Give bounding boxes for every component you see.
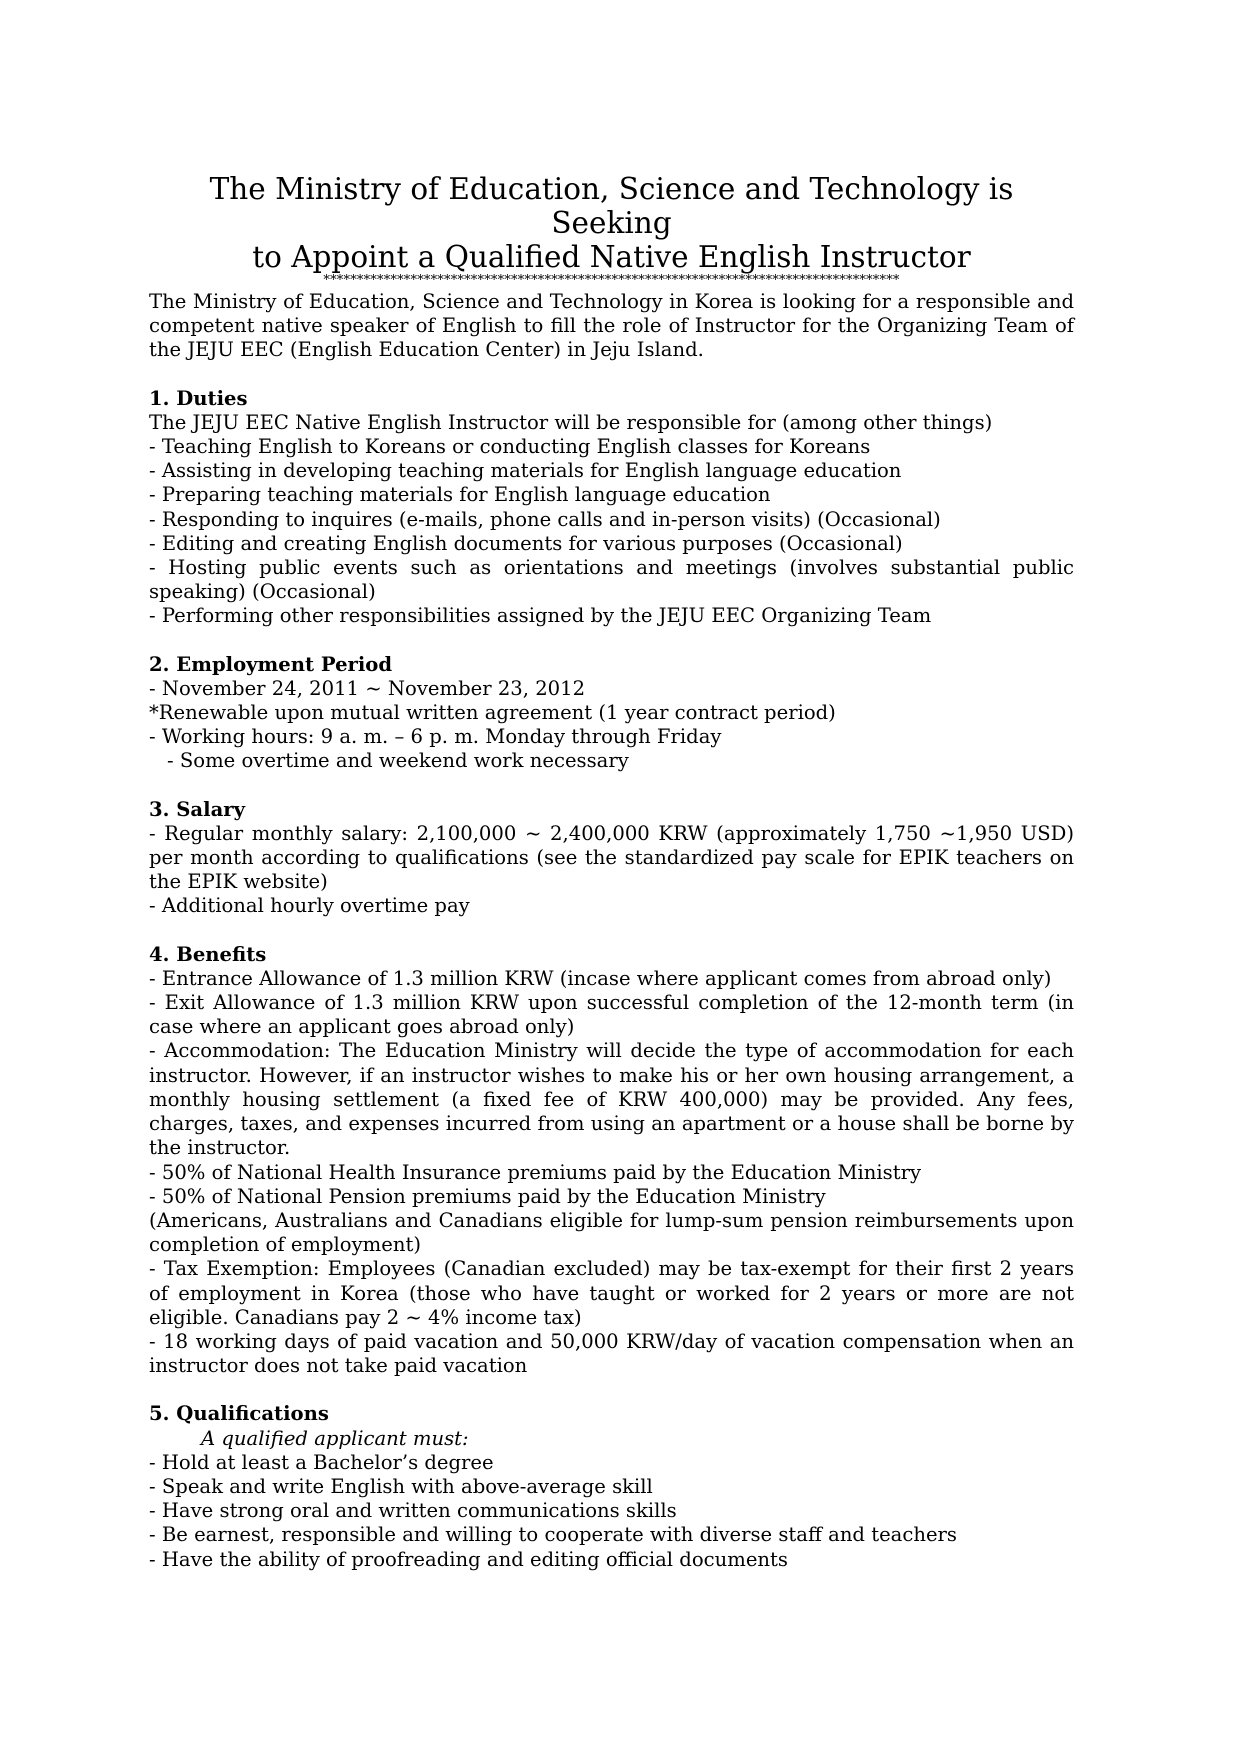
list-item: - Additional hourly overtime pay	[149, 894, 470, 918]
list-item: - Entrance Allowance of 1.3 million KRW (incase where applicant comes from abroad only)	[149, 966, 1052, 990]
section-heading: 5. Qualifications	[149, 1402, 329, 1426]
list-item: - Have strong oral and written communications skills	[149, 1499, 677, 1523]
section-salary	[149, 798, 1074, 919]
section-heading: 3. Salary	[149, 797, 245, 821]
list-item: - Exit Allowance of 1.3 million KRW upon successful completion of the 12-month term (in case where an applicant goes abroad only)	[149, 991, 1074, 1039]
list-item: - November 24, 2011 ~ November 23, 2012	[149, 676, 586, 700]
list-item: (Americans, Australians and Canadians eligible for lump-sum pension reimbursements upon completion of employment)	[149, 1208, 1074, 1257]
list-item: - Tax Exemption: Employees (Canadian excluded) may be tax-exempt for their first 2 years of employment in Korea (those who have taught or worked for 2 years or more are not eligible. Canadians pay 2 ~ 4% income tax)	[149, 1257, 1074, 1329]
list-item: - 50% of National Pension premiums paid by the Education Ministry	[149, 1184, 826, 1208]
list-item: - Performing other responsibilities assigned by the JEJU EEC Organizing Team	[149, 604, 932, 628]
list-item: - Teaching English to Koreans or conducting English classes for Koreans	[149, 435, 871, 459]
title-line-2: to Appoint a Qualified Native English Instructor	[252, 240, 971, 274]
list-item: - Responding to inquires (e-mails, phone calls and in-person visits) (Occasional)	[149, 507, 941, 531]
list-item: - 50% of National Health Insurance premiums paid by the Education Ministry	[149, 1160, 922, 1184]
section-lead: A qualified applicant must:	[201, 1426, 469, 1450]
list-item: - Accommodation: The Education Ministry will decide the type of accommodation for each instructor. However, if an instructor wishes to make his or her own housing arrangement, a monthly housing settlement (a fixed fee of KRW 400,000) may be provided. Any fees, charges, taxes, and expenses incurred from using an apartment or a house shall be borne by the instructor.	[149, 1039, 1074, 1160]
section-heading: 2. Employment Period	[149, 652, 393, 676]
list-item: - Preparing teaching materials for English language education	[149, 483, 771, 507]
list-item: - Hosting public events such as orientations and meetings (involves substantial public speaking) (Occasional)	[149, 556, 1074, 604]
section-benefits	[149, 943, 1074, 1379]
list-item: - Speak and write English with above-average skill	[149, 1474, 653, 1498]
document-title	[149, 172, 1074, 274]
section-lead: The JEJU EEC Native English Instructor will be responsible for (among other things)	[149, 410, 993, 434]
list-item: - Assisting in developing teaching materials for English language education	[149, 459, 902, 483]
document-page	[149, 172, 1074, 1572]
list-item: - Be earnest, responsible and willing to cooperate with diverse staff and teachers	[149, 1523, 957, 1547]
list-item: - Working hours: 9 a. m. – 6 p. m. Monday through Friday	[149, 725, 722, 749]
list-item: - Hold at least a Bachelor’s degree	[149, 1450, 494, 1474]
list-item: - Some overtime and weekend work necessary	[167, 749, 629, 773]
list-item: *Renewable upon mutual written agreement (1 year contract period)	[149, 701, 836, 725]
section-duties	[149, 387, 1074, 629]
section-employment-period	[149, 653, 1074, 774]
section-qualifications	[149, 1402, 1074, 1571]
section-heading: 4. Benefits	[149, 942, 267, 966]
list-item: - 18 working days of paid vacation and 50,000 KRW/day of vacation compensation when an instructor does not take paid vacation	[149, 1329, 1074, 1378]
section-heading: 1. Duties	[149, 386, 248, 410]
intro-paragraph: The Ministry of Education, Science and Technology in Korea is looking for a responsible and competent native speaker of English to fill the role of Instructor for the Organizing Team of the JEJU EEC (English Education Center) in Jeju Island.	[149, 290, 1074, 362]
asterisk-divider: **************************************************************************************	[323, 274, 900, 288]
list-item: - Regular monthly salary: 2,100,000 ~ 2,400,000 KRW (approximately 1,750 ~1,950 USD) per month according to qualifications (see the standardized pay scale for EPIK teachers on the EPIK website)	[149, 821, 1074, 894]
list-item: - Have the ability of proofreading and editing official documents	[149, 1547, 788, 1571]
title-line-1: The Ministry of Education, Science and Technology is Seeking	[209, 172, 1014, 240]
list-item: - Editing and creating English documents for various purposes (Occasional)	[149, 531, 903, 555]
